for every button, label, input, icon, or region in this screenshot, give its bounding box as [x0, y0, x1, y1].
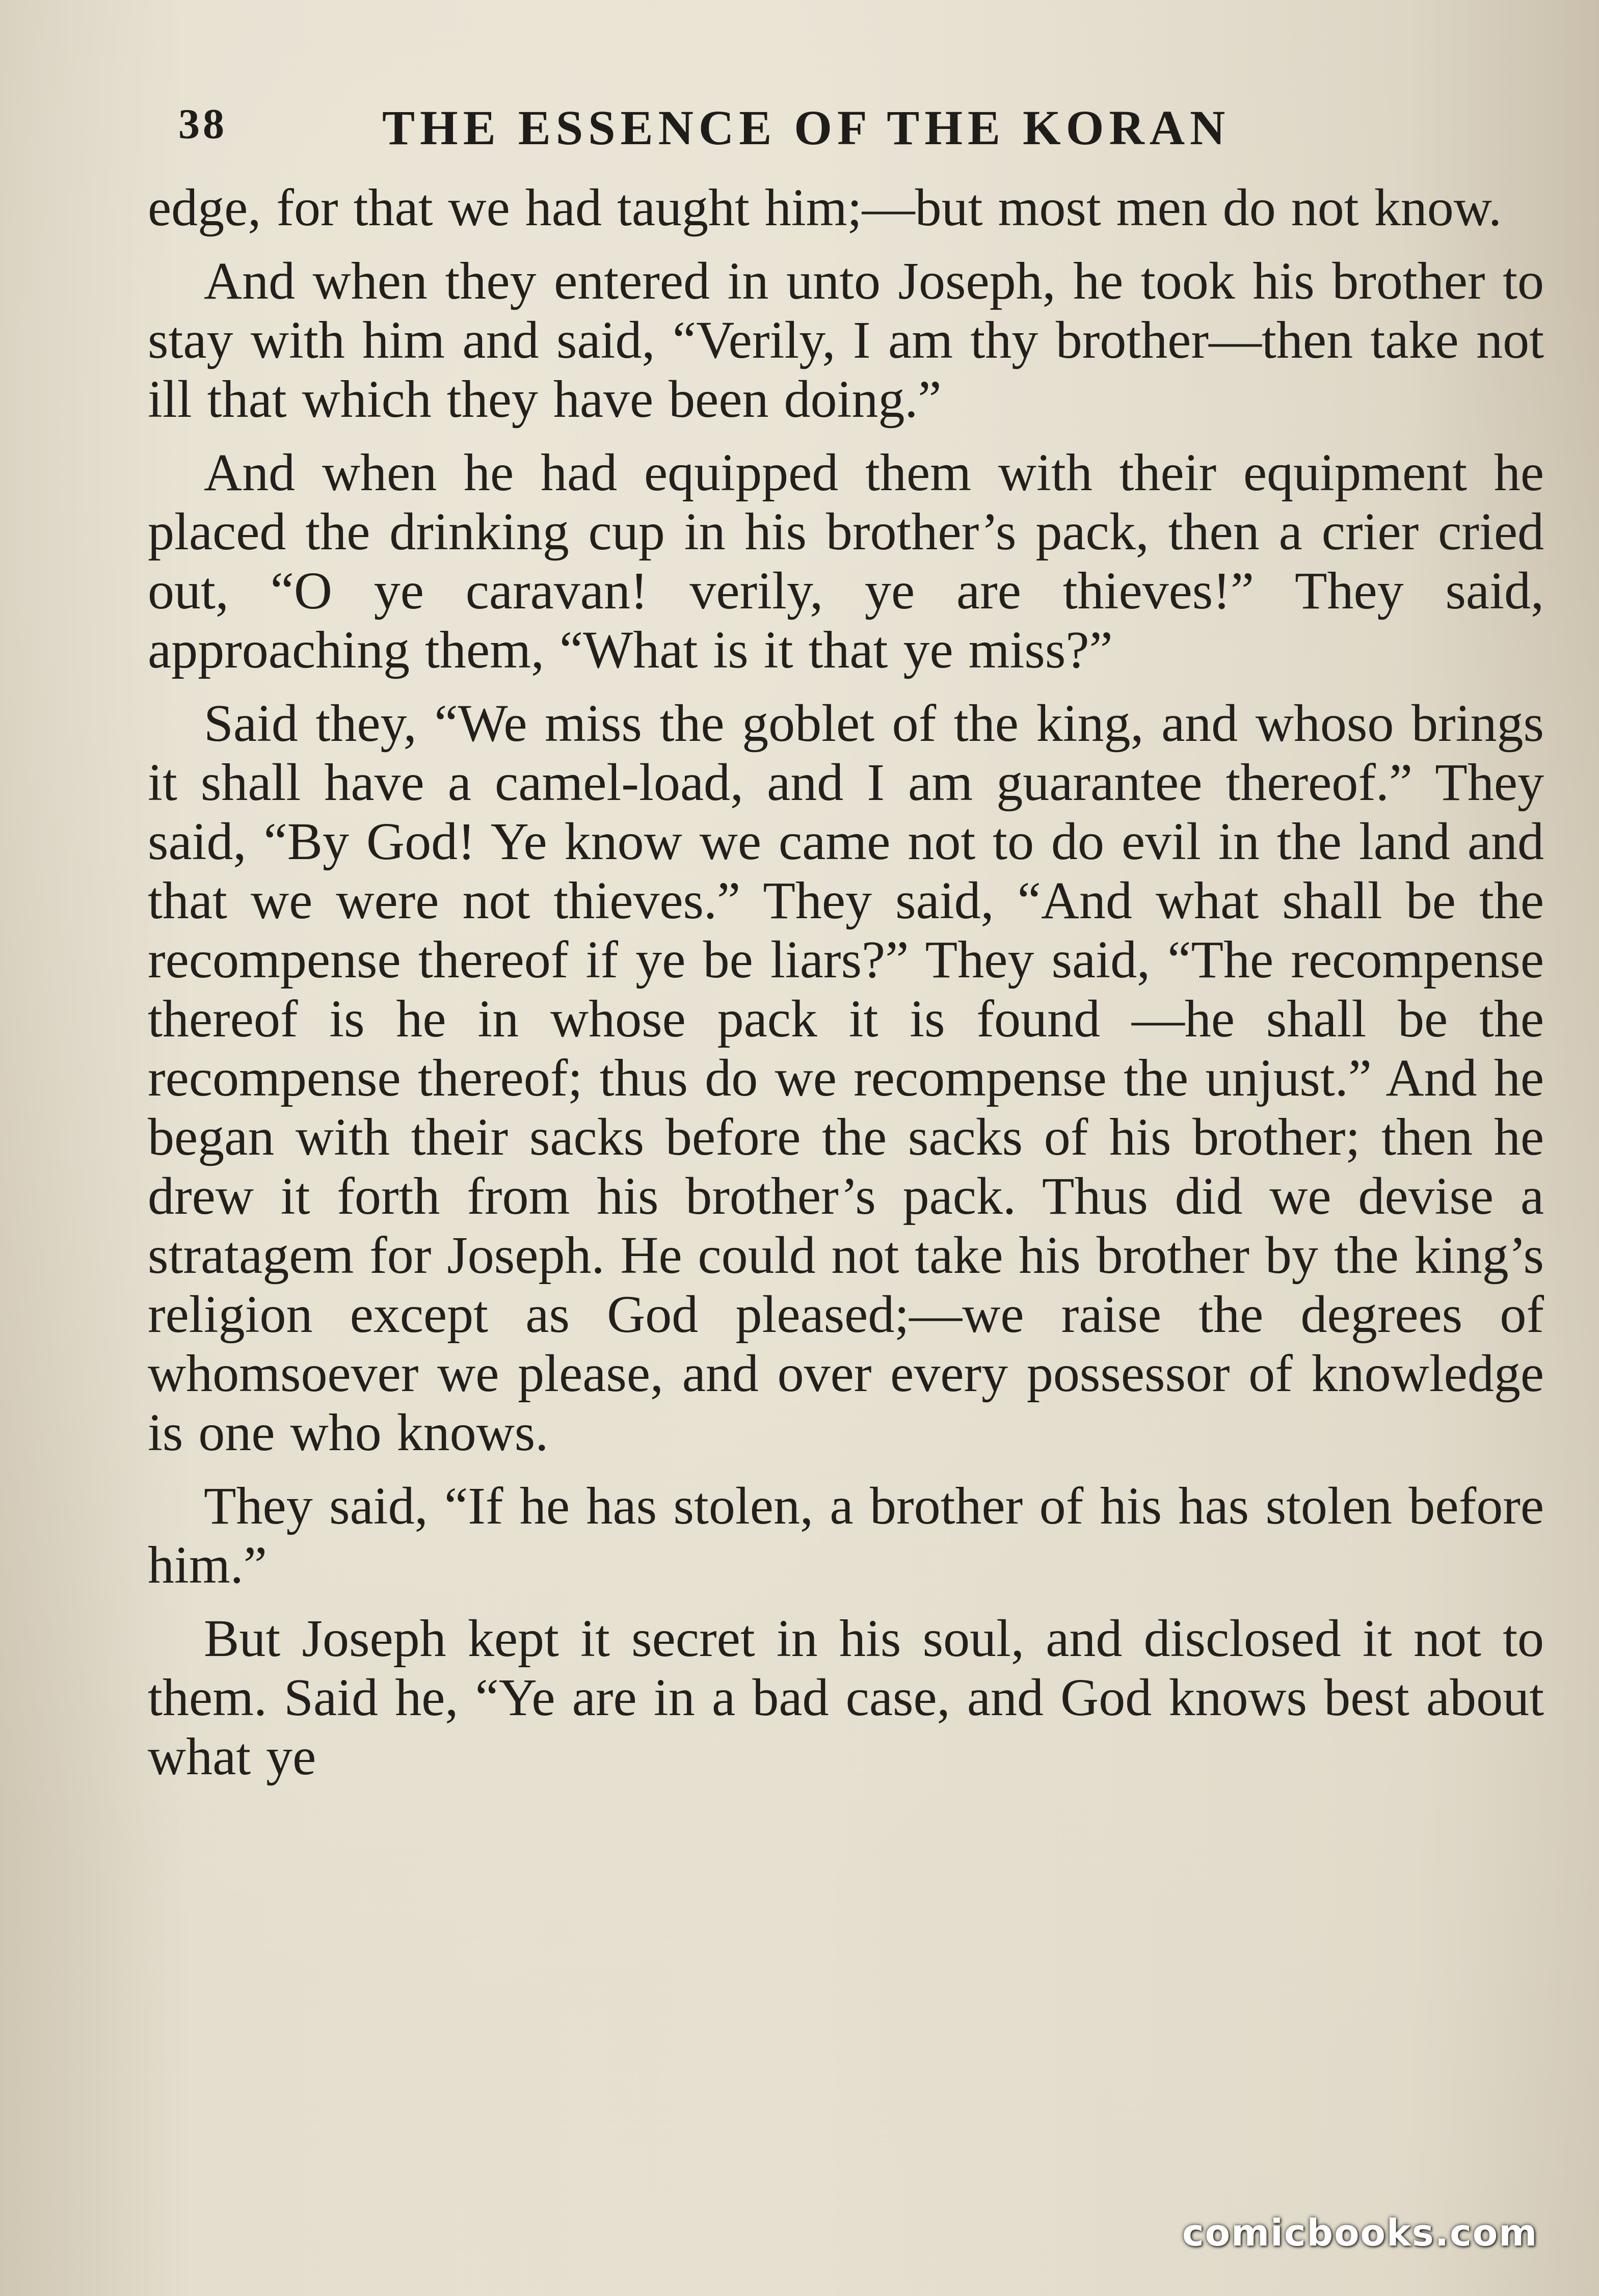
paragraph-3: And when he had equipped them with their equipment he placed the drinking cup in his brother’s pack, then a crier cried out, “O ye caravan! verily, ye are thieves!” They said, approaching them, “What is it that ye miss?”	[148, 443, 1544, 679]
paragraph-4: Said they, “We miss the goblet of the king, and whoso brings it shall have a camel-load, and I am guarantee thereof.” They said, “By God! Ye know we came not to do evil in the land and that we were not thieves.” They said, “And what shall be the recompense thereof if ye be liars?” They said, “The recompense thereof is he in whose pack it is found —he shall be the recompense thereof; thus do we recompense the unjust.” And he began with their sacks before the sacks of his brother; then he drew it forth from his brother’s pack. Thus did we devise a stratagem for Joseph. He could not take his brother by the king’s religion except as God pleased;—we raise the degrees of whomsoever we please, and over every possessor of knowledge is one who knows.	[148, 694, 1544, 1462]
page-number: 38	[178, 100, 227, 148]
paragraph-2: And when they entered in unto Joseph, he took his brother to stay with him and said, “Verily, I am thy brother—then take not ill that which they have been doing.”	[148, 252, 1544, 429]
paragraph-6: But Joseph kept it secret in his soul, and disclosed it not to them. Said he, “Ye are in a bad case, and God knows best about what ye	[148, 1609, 1544, 1786]
watermark: comicbooks.com	[1182, 2211, 1538, 2254]
running-head	[178, 99, 1350, 155]
book-title: THE ESSENCE OF THE KORAN	[382, 100, 1231, 155]
body-text	[148, 178, 1544, 1801]
paragraph-1: edge, for that we had taught him;—but most men do not know.	[148, 178, 1502, 237]
paragraph-5: They said, “If he has stolen, a brother of his has stolen before him.”	[148, 1477, 1544, 1594]
